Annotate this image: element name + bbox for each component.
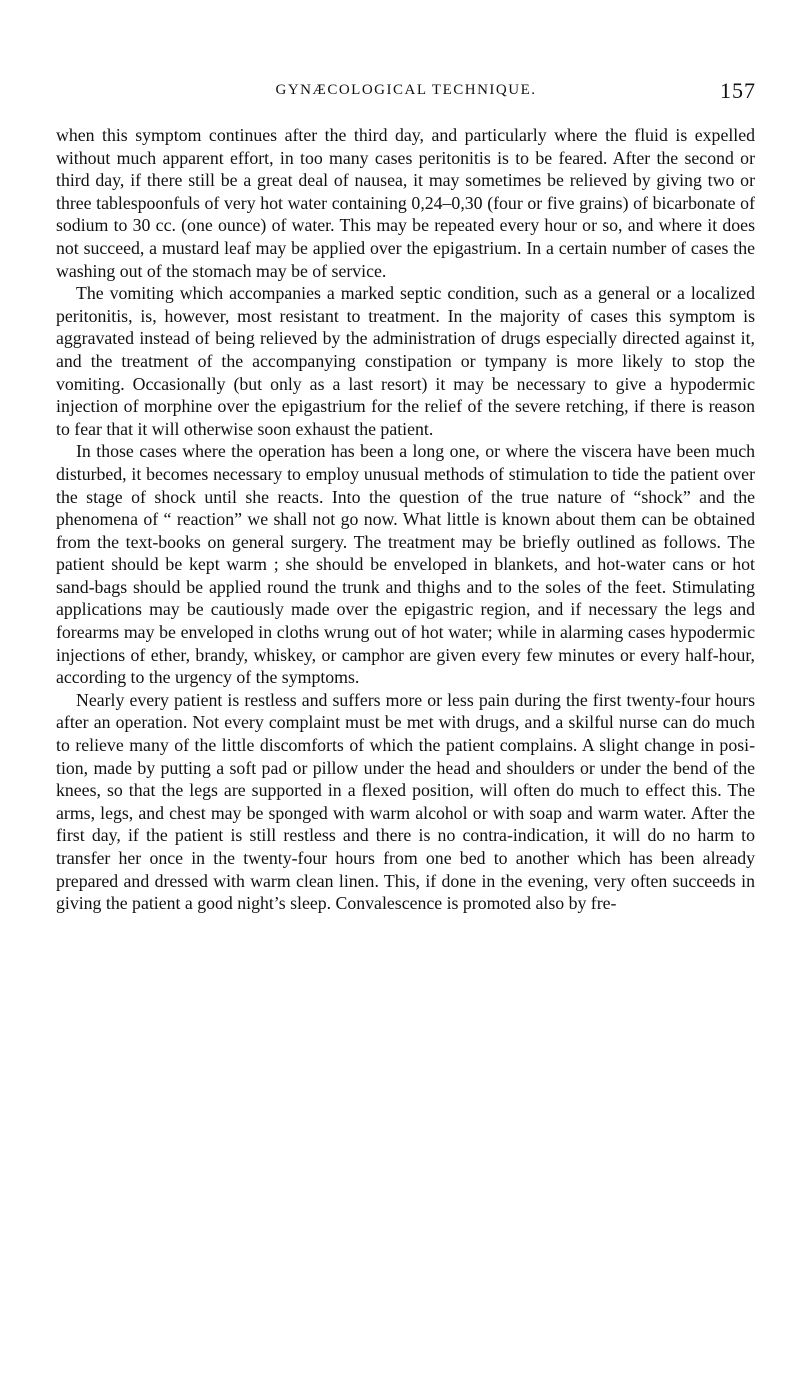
page-header [56,78,756,114]
running-title: GYNÆCOLOGICAL TECHNIQUE. [275,82,537,98]
paragraph: The vomiting which accompanies a marked septic condition, such as a general or a localized peritonitis, is, however, most resistant to treatment. In the majority of cases this symptom is aggravated instead of being relieved by the administration of drugs especially directed against it, and the treatment of the accompanying constipation or tympany is more likely to stop the vomiting. Occasionally (but only as a last resort) it may be necessary to give a hypodermic injection of morphine over the epigastrium for the relief of the severe retching, if there is reason to fear that it will otherwise soon exhaust the patient. [56,283,755,439]
body-text [56,124,755,915]
paragraph: In those cases where the operation has been a long one, or where the viscera have been much disturbed, it becomes necessary to employ unusual methods of stimulation to tide the patient over the stage of shock until she reacts. Into the question of the true nature of “shock” and the phenomena of “ reaction” we shall not go now. What little is known about them can be obtained from the text-books on general surgery. The treatment may be briefly outlined as follows. The patient should be kept warm ; she should be enveloped in blankets, and hot-water cans or hot sand-bags should be applied round the trunk and thighs and to the soles of the feet. Stimulating applications may be cautiously made over the epigastric region, and if necessary the legs and forearms may be enveloped in cloths wrung out of hot water; while in alarming cases hypodermic injections of ether, brandy, whiskey, or camphor are given every few minutes or every half-hour, according to the urgency of the symptoms. [56,441,755,688]
page-number: 157 [720,78,756,103]
paragraph: when this symptom continues after the third day, and particularly where the fluid is expelled without much apparent effort, in too many cases peritonitis is to be feared. After the second or third day, if there still be a great deal of nausea, it may sometimes be relieved by giving two or three tablespoonfuls of very hot water containing 0,24–0,30 (four or five grains) of bicarbonate of sodium to 30 cc. (one ounce) of water. This may be repeated every hour or so, and where it does not succeed, a mustard leaf may be applied over the epigastrium. In a certain number of cases the washing out of the stomach may be of service. [56,125,755,281]
paragraph: Nearly every patient is restless and suffers more or less pain during the first twenty-four hours after an operation. Not every complaint must be met with drugs, and a skilful nurse can do much to relieve many of the little discomforts of which the patient complains. A slight change in position, made by putting a soft pad or pillow under the head and shoulders or under the bend of the knees, so that the legs are supported in a flexed position, will often do much to effect this. The arms, legs, and chest may be sponged with warm alcohol or with soap and warm water. After the first day, if the patient is still restless and there is no contra-indication, it will do no harm to transfer her once in the twenty-four hours from one bed to another which has been already prepared and dressed with warm clean linen. This, if done in the evening, very often succeeds in giving the patient a good night’s sleep. Convalescence is promoted also by fre- [56,689,755,914]
